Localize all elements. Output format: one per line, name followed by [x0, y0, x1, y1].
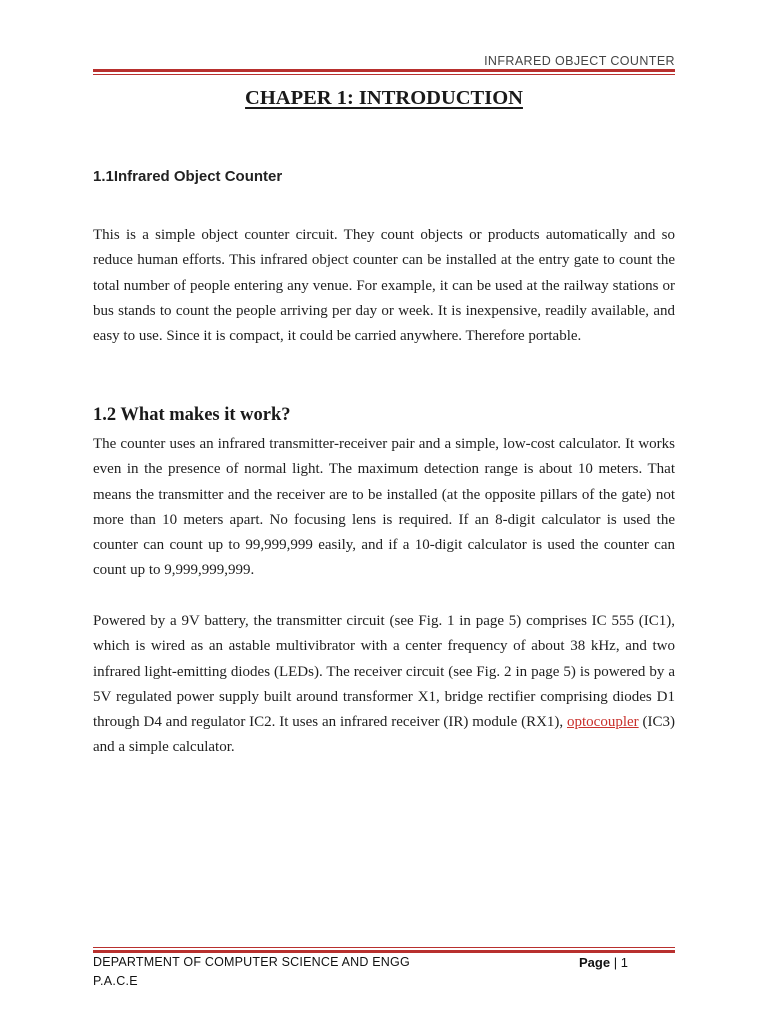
page-number: 1 [620, 955, 628, 970]
section-1-2-paragraph-1: The counter uses an infrared transmitter-receiver pair and a simple, low-cost calculator. It works even in the presence of normal light. The maximum detection range is about 10 meters. That means the transmitter and the receiver are to be installed (at the opposite pillars of the gate) not more than 10 meters apart. No focusing lens is required. If an 8-digit calculator is used the counter can count up to 99,999,999 easily, and if a 10-digit calculator is used the counter can count up to 9,999,999,999. [93, 436, 675, 579]
paragraph-2-text-start: Powered by a 9V battery, the transmitter circuit (see Fig. 1 in page 5) comprises IC 555 (IC1), which is wired as an astable multivibrator with a center frequency of about 38 kHz, and two infrared light-emitting diodes (LEDs). The receiver circuit (see Fig. 2 in page 5) is powered by a 5V regulated power supply built around transformer X1, bridge rectifier comprising diodes D1 through D4 and regulator IC2. It uses an infrared receiver (IR) module (RX1), [93, 613, 675, 731]
section-heading-1-2: 1.2 What makes it work? [93, 405, 291, 425]
section-1-2-paragraph-2 [93, 609, 675, 761]
footer-page-number [579, 955, 628, 970]
running-header: INFRARED OBJECT COUNTER [484, 54, 675, 68]
optocoupler-link[interactable]: optocoupler [567, 714, 639, 731]
footer-institution: P.A.C.E [93, 974, 138, 988]
section-heading-1-1: 1.1Infrared Object Counter [93, 168, 283, 185]
header-rule-thick [93, 69, 675, 72]
footer-department: DEPARTMENT OF COMPUTER SCIENCE AND ENGG [93, 955, 410, 969]
chapter-title: CHAPER 1: INTRODUCTION [245, 87, 523, 109]
header-rule-thin [93, 74, 675, 75]
footer-rule-thin [93, 947, 675, 948]
page-label: Page [579, 955, 611, 970]
section-1-1-paragraph: This is a simple object counter circuit. They count objects or products automatically and so reduce human efforts. This infrared object counter can be installed at the entry gate to count the total number of people entering any venue. For example, it can be used at the railway stations or bus stands to count the people arriving per day or week. It is inexpensive, readily available, and easy to use. Since it is compact, it could be carried anywhere. Therefore portable. [93, 227, 675, 345]
page-separator: | [610, 955, 621, 970]
paragraph-2-text-end: (IC3) and a simple calculator. [93, 714, 675, 756]
footer-rule-thick [93, 950, 675, 953]
